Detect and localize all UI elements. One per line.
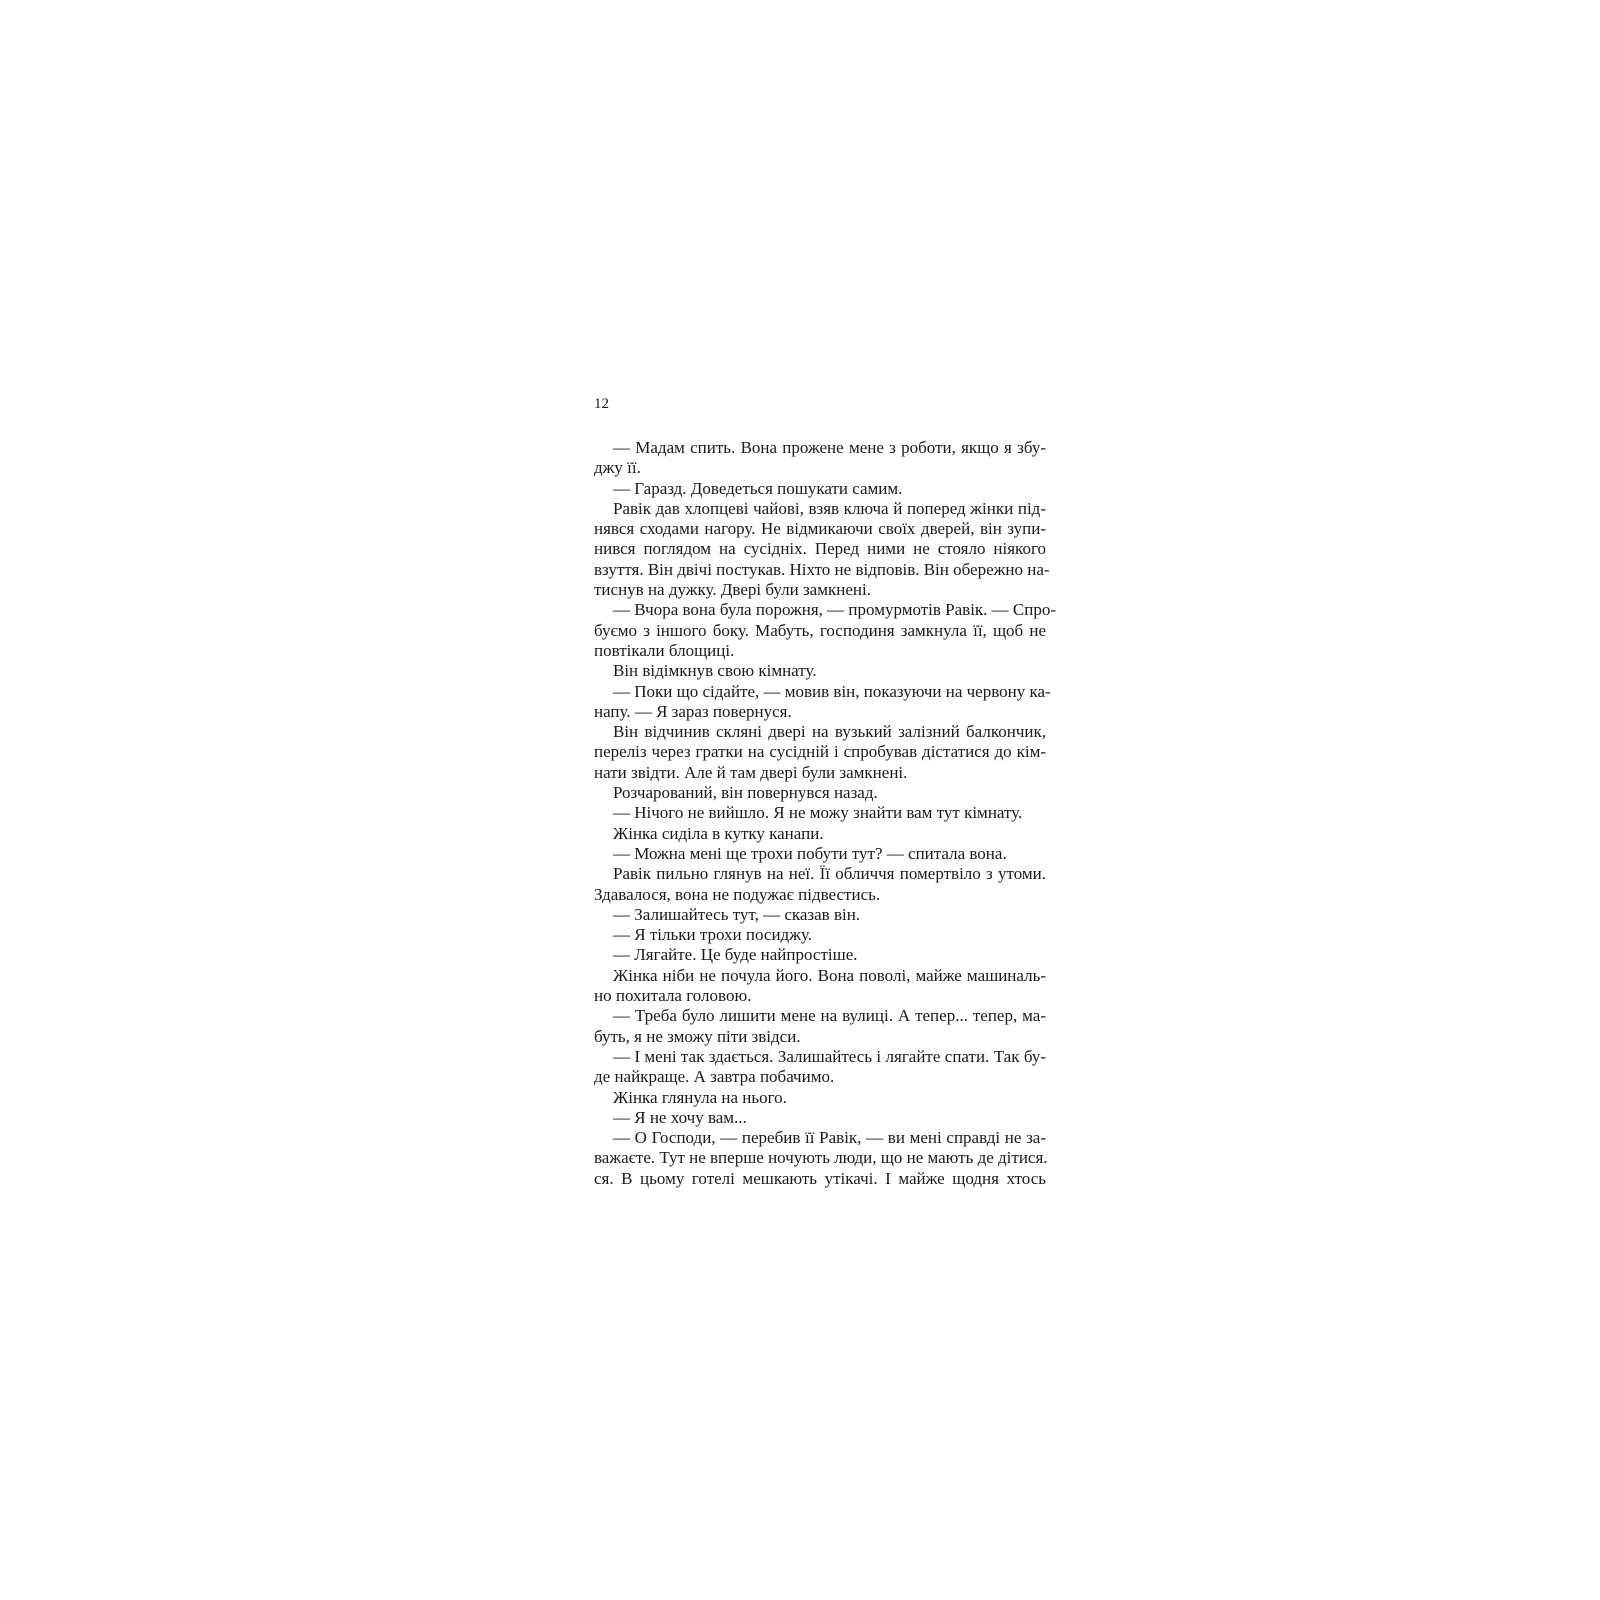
text-line: но похитала головою. xyxy=(594,986,752,1006)
text-line: взуття. Він двічі постукав. Ніхто не відповів. Він обережно на- xyxy=(594,559,1050,579)
text-line: — І мені так здається. Залишайтесь і лягайте спати. Так бу- xyxy=(613,1046,1046,1066)
text-line: — Гаразд. Доведеться пошукати самим. xyxy=(613,478,903,498)
text-line: — Поки що сідайте, — мовив він, показуючи на червону ка- xyxy=(613,681,1051,701)
text-line: — Вчора вона була порожня, — промурмотів Равік. — Спро- xyxy=(613,600,1057,620)
text-line: важаєте. Тут не вперше ночують люди, що не мають де дітися. xyxy=(594,1148,1048,1168)
text-line: Він відчинив скляні двері на вузький залізний балкончик, xyxy=(613,722,1046,742)
text-line: тиснув на дужку. Двері були замкнені. xyxy=(594,580,871,600)
text-line: буть, я не зможу піти звідси. xyxy=(594,1026,801,1046)
text-line: нявся сходами нагору. Не відмикаючи своїх дверей, він зупи- xyxy=(594,519,1046,539)
text-line: напу. — Я зараз повернуся. xyxy=(594,701,792,721)
text-line: — Нічого не вийшло. Я не можу знайти вам тут кімнату. xyxy=(613,803,1023,823)
text-line: — О Господи, — перебив її Равік, — ви мені справді не за- xyxy=(613,1128,1046,1148)
text-line: — Треба було лишити мене на вулиці. А тепер... тепер, ма- xyxy=(613,1006,1046,1026)
text-line: — Я тільки трохи посиджу. xyxy=(613,925,813,945)
text-line: Жінка ніби не почула його. Вона поволі, майже машиналь- xyxy=(613,965,1046,985)
page-number: 12 xyxy=(594,396,609,412)
text-line: Здавалося, вона не подужає підвестись. xyxy=(594,884,881,904)
text-line: де найкраще. А завтра побачимо. xyxy=(594,1067,835,1087)
text-line: повтікали блощиці. xyxy=(594,640,735,660)
text-line: буємо з іншого боку. Мабуть, господиня замкнула її, щоб не xyxy=(594,620,1046,640)
text-line: — Залишайтесь тут, — сказав він. xyxy=(613,904,861,924)
text-line: Равік дав хлопцеві чайові, взяв ключа й поперед жінки під- xyxy=(613,498,1046,518)
text-line: переліз через гратки на сусідній і спробував дістатися до кім- xyxy=(594,742,1046,762)
text-line: — Можна мені ще трохи побути тут? — спитала вона. xyxy=(613,843,1007,863)
text-line: — Я не хочу вам... xyxy=(613,1107,747,1127)
text-line: Жінка глянула на нього. xyxy=(613,1087,787,1107)
text-line: Жінка сиділа в кутку канапи. xyxy=(613,823,824,843)
body-text xyxy=(594,438,1057,1189)
text-line: ся. В цьому готелі мешкають утікачі. І майже щодня хтось xyxy=(594,1168,1046,1188)
text-line: Він відімкнув свою кімнату. xyxy=(613,661,817,681)
text-line: джу її. xyxy=(594,458,641,478)
text-line: нати звідти. Але й там двері були замкнені. xyxy=(594,762,908,782)
text-line: Равік пильно глянув на неї. Її обличчя помертвіло з утоми. xyxy=(613,864,1046,884)
text-line: Розчарований, він повернувся назад. xyxy=(613,783,878,803)
text-line: — Мадам спить. Вона прожене мене з роботи, якщо я збу- xyxy=(613,438,1046,457)
text-line: — Лягайте. Це буде найпростіше. xyxy=(613,945,858,965)
text-line: нився поглядом на сусідніх. Перед ними не стояло ніякого xyxy=(594,539,1046,559)
